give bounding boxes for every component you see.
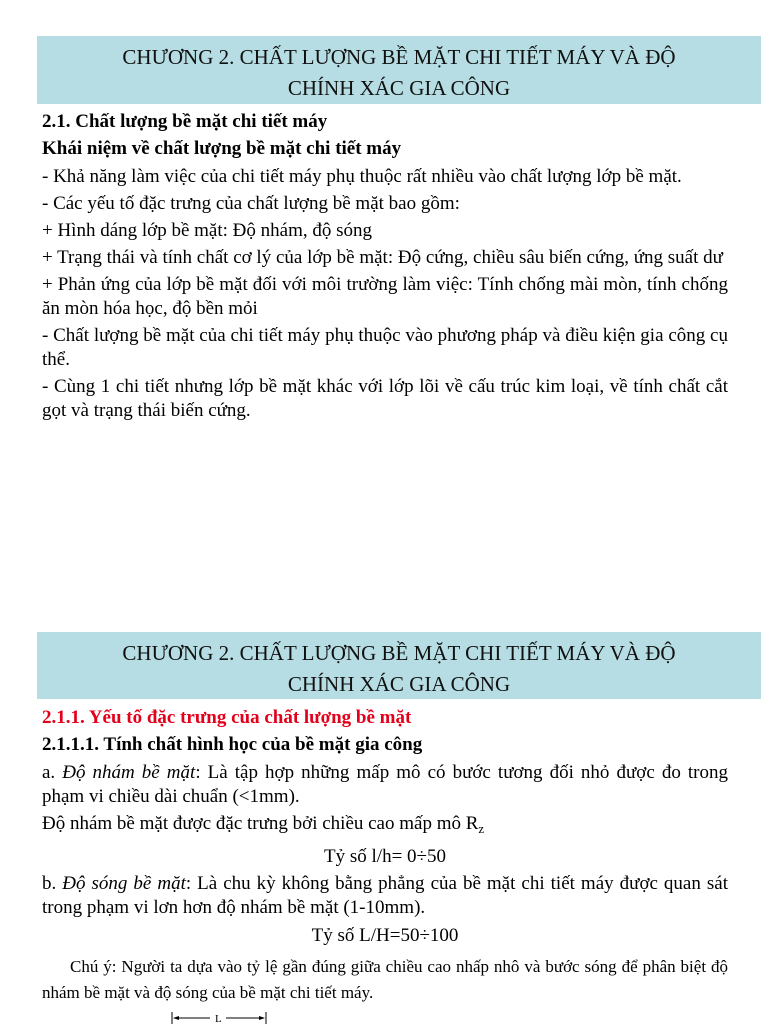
- slide-1-title-line-2: CHÍNH XÁC GIA CÔNG: [287, 76, 511, 100]
- roughness-definition: [42, 761, 728, 809]
- concept-heading: Khái niệm về chất lượng bề mặt chi tiết máy: [42, 138, 402, 159]
- dimension-label: L: [215, 1013, 222, 1024]
- dimension-arrowhead-left: [173, 1016, 179, 1020]
- item-marker: a.: [42, 762, 63, 783]
- slide-2-title: [37, 632, 761, 699]
- slide-1-content: [42, 108, 728, 423]
- rz-line: [42, 812, 728, 841]
- rz-text: Độ nhám bề mặt được đặc trưng bởi chiều cao mấp mô R: [42, 813, 479, 834]
- paragraph: - Các yếu tố đặc trưng của chất lượng bề mặt bao gồm:: [42, 193, 460, 214]
- slide-1-title: [37, 36, 761, 104]
- paragraph: + Hình dáng lớp bề mặt: Độ nhám, độ sóng: [42, 220, 373, 241]
- subsection-heading: 2.1.1. Yếu tố đặc trưng của chất lượng bề mặt: [42, 707, 412, 728]
- dimension-arrow-figure: [170, 1010, 270, 1024]
- slide-2-title-line-2: CHÍNH XÁC GIA CÔNG: [287, 672, 511, 696]
- subsubsection-heading: 2.1.1.1. Tính chất hình học của bề mặt gia công: [42, 734, 423, 755]
- note-paragraph: Chú ý: Người ta dựa vào tỷ lệ gần đúng giữa chiều cao nhấp nhô và bước sóng để phân biệt độ nhám bề mặt và độ sóng của bề mặt chi tiết máy.: [42, 957, 728, 1002]
- paragraph: - Khả năng làm việc của chi tiết máy phụ thuộc rất nhiều vào chất lượng lớp bề mặt.: [42, 166, 682, 187]
- paragraph: + Phản ứng của lớp bề mặt đối với môi trường làm việc: Tính chống mài mòn, tính chống ăn mòn hóa học, độ bền mỏi: [42, 274, 728, 319]
- slide-2: [0, 610, 768, 1024]
- dimension-arrowhead-right: [259, 1016, 265, 1020]
- rz-subscript: z: [478, 821, 485, 836]
- paragraph: - Chất lượng bề mặt của chi tiết máy phụ thuộc vào phương pháp và điều kiện gia công cụ thể.: [42, 325, 728, 370]
- slide-1-title-line-1: CHƯƠNG 2. CHẤT LƯỢNG BỀ MẶT CHI TIẾT MÁY VÀ ĐỘ: [122, 45, 676, 69]
- slide-2-content: [42, 704, 728, 1006]
- waviness-term: Độ sóng bề mặt: [62, 873, 186, 894]
- section-heading: 2.1. Chất lượng bề mặt chi tiết máy: [42, 111, 328, 132]
- roughness-term: Độ nhám bề mặt: [62, 762, 196, 783]
- item-marker: b.: [42, 873, 63, 894]
- waviness-text: : Là chu kỳ không bằng phẳng của bề mặt chi tiết máy được quan sát trong phạm vi lơn hơn độ nhám bề mặt (1-10mm).: [42, 873, 728, 918]
- slide-2-title-line-1: CHƯƠNG 2. CHẤT LƯỢNG BỀ MẶT CHI TIẾT MÁY VÀ ĐỘ: [122, 641, 676, 665]
- paragraph: - Cùng 1 chi tiết nhưng lớp bề mặt khác với lớp lõi về cấu trúc kim loại, về tính chất cắt gọt và trạng thái biến cứng.: [42, 376, 728, 421]
- ratio-waviness: Tỷ số L/H=50÷100: [311, 925, 459, 946]
- paragraph: + Trạng thái và tính chất cơ lý của lớp bề mặt: Độ cứng, chiều sâu biến cứng, ứng suất dư: [42, 247, 723, 268]
- ratio-roughness: Tỷ số l/h= 0÷50: [324, 846, 446, 867]
- waviness-definition: [42, 872, 728, 920]
- roughness-text: : Là tập hợp những mấp mô có bước tương đối nhỏ được đo trong phạm vi chiều dài chuẩn (<1mm).: [42, 762, 728, 807]
